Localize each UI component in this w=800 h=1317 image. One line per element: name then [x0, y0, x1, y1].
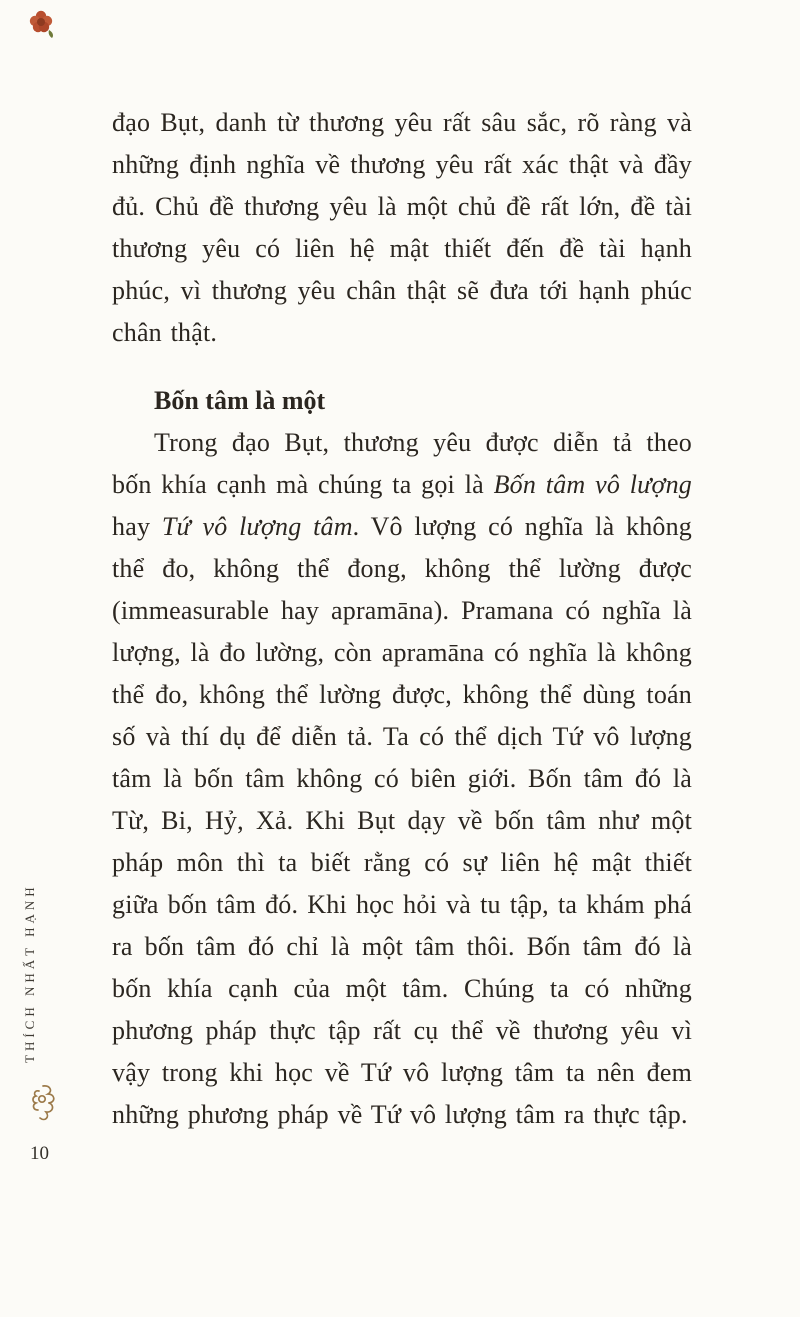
paragraph-body: Trong đạo Bụt, thương yêu được diễn tả theo bốn khía cạnh mà chúng ta gọi là Bốn tâm vô lượng hay Tứ vô lượng tâm. Vô lượng có nghĩa là không thể đo, không thể đong, không thể lường được (immeasurable hay apramāna). Pramana có nghĩa là lượng, là đo lường, còn apramāna có nghĩa là không thể đo, không thể lường được, không thể dùng toán số và thí dụ để diễn tả. Ta có thể dịch Tứ vô lượng tâm là bốn tâm không có biên giới. Bốn tâm đó là Từ, Bi, Hỷ, Xả. Khi Bụt dạy về bốn tâm như một pháp môn thì ta biết rằng có sự liên hệ mật thiết giữa bốn tâm đó. Khi học hỏi và tu tập, ta khám phá ra bốn tâm đó chỉ là một tâm thôi. Bốn tâm đó là bốn khía cạnh của một tâm. Chúng ta có những phương pháp thực tập rất cụ thể về thương yêu vì vậy trong khi học về Tứ vô lượng tâm ta nên đem những phương pháp về Tứ vô lượng tâm ra thực tập.: [112, 428, 693, 1129]
margin-author-name: THÍCH NHẤT HẠNH: [22, 883, 37, 1063]
cloud-scroll-ornament-icon: [26, 1082, 60, 1126]
flower-ornament-icon: [25, 6, 57, 38]
text-column: [112, 102, 692, 1136]
section-heading: Bốn tâm là một: [154, 386, 326, 415]
page-number: 10: [30, 1143, 49, 1164]
paragraph-continuation: đạo Bụt, danh từ thương yêu rất sâu sắc, rõ ràng và những định nghĩa về thương yêu rất xác thật và đầy đủ. Chủ đề thương yêu là một chủ đề rất lớn, đề tài thương yêu có liên hệ mật thiết đến đề tài hạnh phúc, vì thương yêu chân thật sẽ đưa tới hạnh phúc chân thật.: [112, 108, 692, 347]
